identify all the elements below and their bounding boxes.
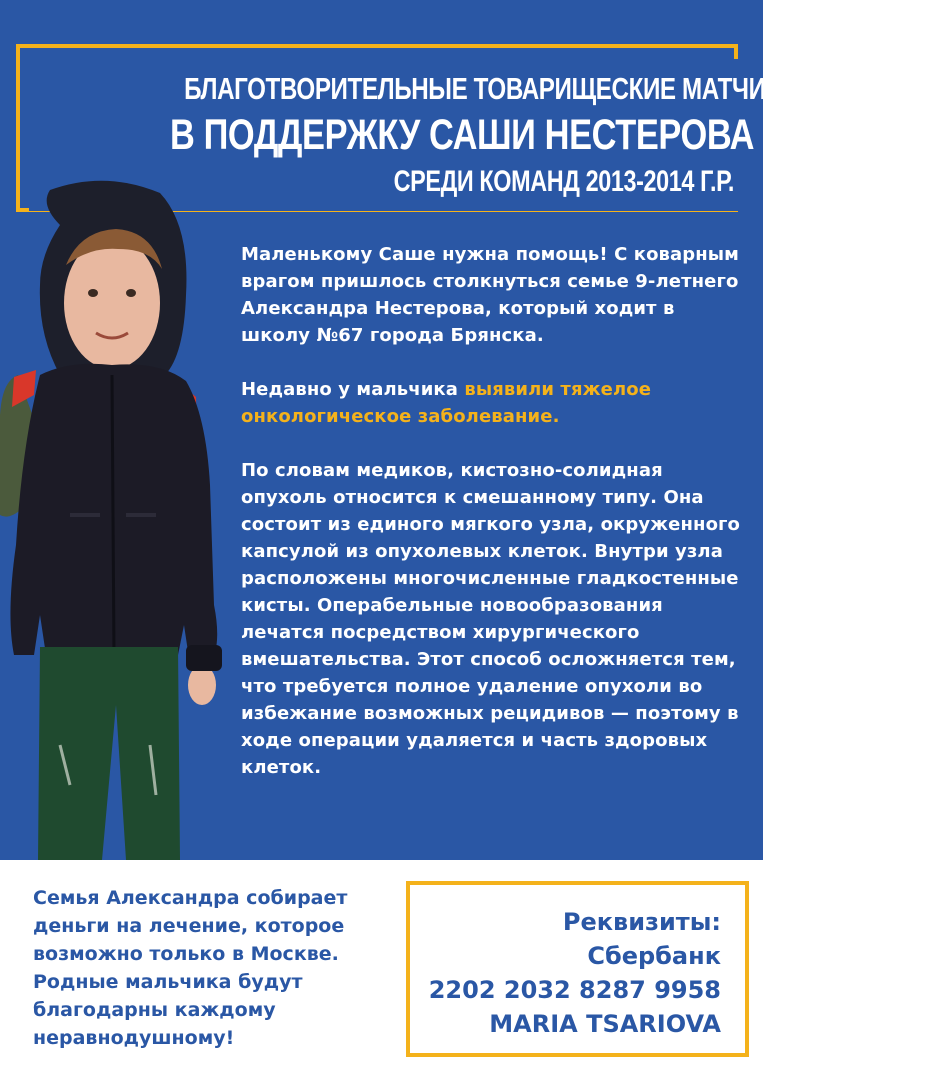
bank-name: Сбербанк bbox=[587, 942, 721, 970]
card-number: 2202 2032 8287 9958 bbox=[428, 976, 721, 1004]
article-paragraph-2-prefix: Недавно у мальчика bbox=[241, 379, 465, 400]
requisites-text bbox=[429, 905, 721, 1041]
eye-left bbox=[88, 289, 98, 297]
article-paragraph-1: Маленькому Саше нужна помощь! С коварным врагом пришлось столкнуться семье 9-летнего Александра Нестерова, который ходит в школу №67 города Брянска. bbox=[241, 244, 739, 346]
article-paragraph-2 bbox=[241, 376, 746, 430]
article-text bbox=[241, 241, 746, 808]
jacket-zipper bbox=[112, 375, 114, 655]
title-line-3: СРЕДИ КОМАНД 2013-2014 Г.Р. bbox=[393, 165, 734, 198]
title-line-1: БЛАГОТВОРИТЕЛЬНЫЕ ТОВАРИЩЕСКИЕ МАТЧИ ПО ФУТБОЛУ bbox=[184, 71, 928, 106]
donation-appeal: Семья Александра собирает деньги на лечение, которое возможно только в Москве. Родные мальчика будут благодарны каждому неравнодушному! bbox=[33, 887, 348, 1049]
title-line-2: В ПОДДЕРЖКУ САШИ НЕСТЕРОВА bbox=[170, 111, 755, 159]
card-holder: MARIA TSARIOVA bbox=[489, 1010, 721, 1038]
diagnosis-highlight: выявили тяжелое онкологическое заболевание. bbox=[241, 379, 652, 427]
jacket-cuff bbox=[186, 645, 222, 671]
requisites-box bbox=[406, 881, 749, 1057]
requisites-label: Реквизиты: bbox=[562, 908, 721, 936]
eye-right bbox=[126, 289, 136, 297]
pants bbox=[38, 647, 180, 860]
article-paragraph-3: По словам медиков, кистозно-солидная опухоль относится к смешанному типу. Она состоит из единого мягкого узла, окруженного капсулой из опухолевых клеток. Внутри узла расположены многочисленные гладкостенные кисты. Операбельные новообразования лечатся посредством хирургического вмешательства. Этот способ осложняется тем, что требуется полное удаление опухоли во избежание возможных рецидивов — поэтому в ходе операции удаляется и часть здоровых клеток. bbox=[241, 460, 741, 778]
boy-photo bbox=[0, 185, 240, 860]
